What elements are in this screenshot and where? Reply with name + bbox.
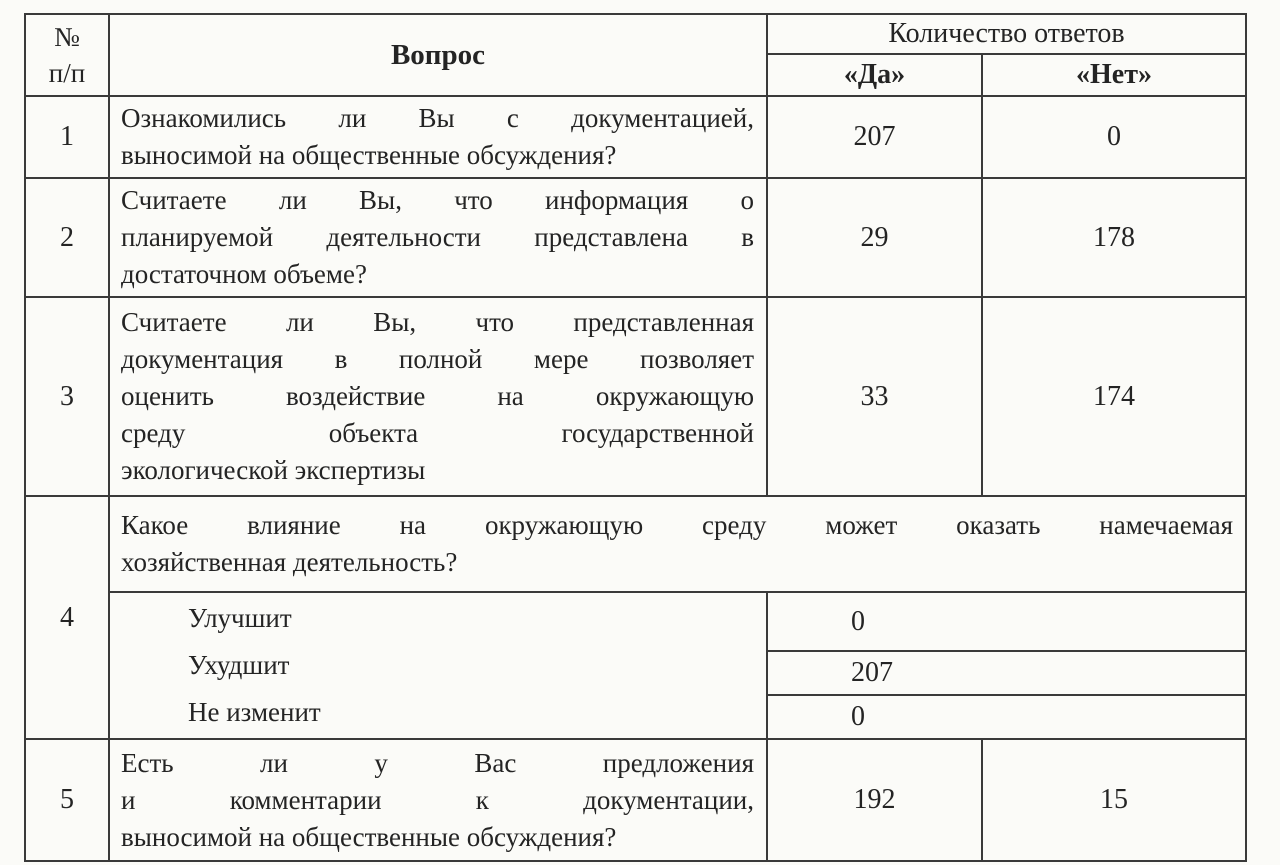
table-row: [25, 297, 1246, 496]
question-line: документация в полной мере позволяет: [121, 344, 754, 374]
option-label: Ухудшит: [188, 650, 290, 680]
row-2-number: 2: [25, 178, 109, 297]
row-1-number: 1: [25, 96, 109, 178]
row-3-question: [109, 297, 767, 496]
option-label: Не изменит: [188, 697, 321, 727]
row-4-options: [109, 592, 767, 739]
question-line: и комментарии к документации,: [121, 784, 754, 815]
question-line: достаточном объеме?: [121, 259, 367, 289]
header-answers-group: Количество ответов: [767, 14, 1246, 54]
row-4-number: 4: [25, 496, 109, 739]
question-line: оценить воздействие на окружающую: [121, 381, 754, 411]
question-line: выносимой на общественные обсуждения?: [121, 821, 617, 852]
question-line: хозяйственная деятельность?: [121, 547, 458, 577]
row-5-question: [109, 739, 767, 861]
row-5-number: 5: [25, 739, 109, 861]
row-2-no-count: 178: [982, 178, 1246, 297]
row-1-no-count: 0: [982, 96, 1246, 178]
header-number-col: [25, 14, 109, 96]
row-3-yes-count: 33: [767, 297, 982, 496]
table-row: [25, 96, 1246, 178]
question-line: экологической экспертизы: [121, 455, 426, 485]
question-line: среду объекта государственной: [121, 418, 754, 448]
question-line: Считаете ли Вы, что информация о: [121, 185, 754, 215]
row-4-option-3-count: 0: [767, 695, 1246, 739]
row-3-no-count: 174: [982, 297, 1246, 496]
question-line: выносимой на общественные обсуждения?: [121, 140, 617, 170]
header-number-line2: п/п: [48, 58, 86, 88]
row-4-question: [109, 496, 1246, 592]
row-5-yes-count: 192: [767, 739, 982, 861]
table-subrow: [25, 592, 1246, 651]
question-line: планируемой деятельности представлена в: [121, 222, 754, 252]
table-row: [25, 739, 1246, 861]
header-no-col: «Нет»: [982, 54, 1246, 96]
header-yes-col: «Да»: [767, 54, 982, 96]
question-line: Ознакомились ли Вы с документацией,: [121, 103, 754, 133]
row-3-number: 3: [25, 297, 109, 496]
survey-results-table: [24, 13, 1247, 862]
table-row: [25, 496, 1246, 592]
row-1-question: [109, 96, 767, 178]
row-2-question: [109, 178, 767, 297]
header-row-top: [25, 14, 1246, 54]
header-question-col: Вопрос: [109, 14, 767, 96]
option-label: Улучшит: [188, 603, 292, 633]
question-line: Считаете ли Вы, что представленная: [121, 307, 754, 337]
row-5-no-count: 15: [982, 739, 1246, 861]
row-2-yes-count: 29: [767, 178, 982, 297]
question-line: Есть ли у Вас предложения: [121, 747, 754, 778]
question-line: Какое влияние на окружающую среду может оказать намечаемая: [121, 510, 1233, 540]
header-number-line1: №: [54, 22, 80, 52]
row-1-yes-count: 207: [767, 96, 982, 178]
row-4-option-2-count: 207: [767, 651, 1246, 695]
table-row: [25, 178, 1246, 297]
row-4-option-1-count: 0: [767, 592, 1246, 651]
